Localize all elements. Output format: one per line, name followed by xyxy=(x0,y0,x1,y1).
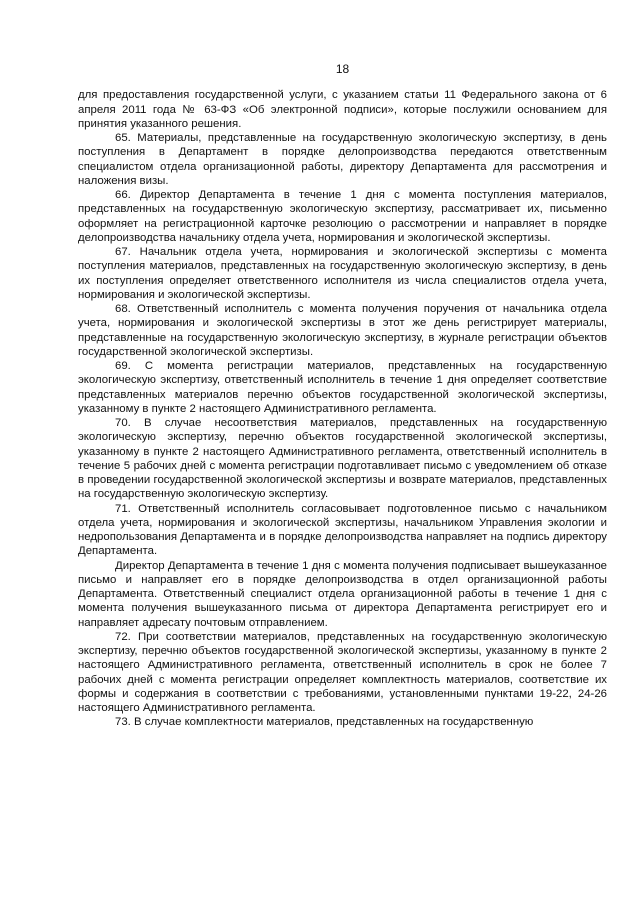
paragraph: 66. Директор Департамента в течение 1 дня с момента поступления материалов, представленных на государственную экологическую экспертизу, рассматривает их, письменно оформляет на регистрационной карточке резолюцию о рассмотрении и направляет в порядке делопроизводства начальнику отдела учета, нормирования и экологической экспертизы. xyxy=(78,189,607,244)
page-number: 18 xyxy=(335,62,350,76)
paragraph: 73. В случае комплектности материалов, представленных на государственную xyxy=(115,716,534,729)
paragraph: 71. Ответственный исполнитель согласовывает подготовленное письмо с начальником отдела учета, нормирования и экологической экспертизы, начальником Управления экологии и недропользования Департамента и в порядке делопроизводства направляет на подпись директору Департамента. xyxy=(78,502,607,558)
paragraph: 68. Ответственный исполнитель с момента получения поручения от начальника отдела учета, нормирования и экологической экспертизы в этот же день регистрирует материалы, представленные на государственную экологическую экспертизу, в журнале регистрации объектов государственной экологической экспертизы. xyxy=(78,303,607,358)
paragraph: Директор Департамента в течение 1 дня с момента получения подписывает вышеуказанное письмо и направляет его в порядке делопроизводства в отдел организационной работы Департамента. Ответственный специалист отдела организационной работы в течение 1 дня с момента получения вышеуказанного письма от директора Департамента регистрирует его и направляет адресату почтовым отправлением. xyxy=(78,559,607,629)
paragraph: 65. Материалы, представленные на государственную экологическую экспертизу, в день поступления в Департамент в порядке делопроизводства передаются ответственным специалистом отдела организационной работы, директору Департамента для рассмотрения и наложения визы. xyxy=(78,132,607,187)
paragraph: для предоставления государственной услуги, с указанием статьи 11 Федерального закона от 6 апреля 2011 года № 63-ФЗ «Об электронной подписи», которые послужили основанием для принятия указанного решения. xyxy=(78,89,607,130)
paragraph: 67. Начальник отдела учета, нормирования и экологической экспертизы с момента поступления материалов, представленных на государственную экологическую экспертизу, в день их поступления определяет ответственного исполнителя из числа специалистов отдела учета, нормирования и экологической экспертизы. xyxy=(78,246,607,301)
document-body xyxy=(78,88,607,729)
paragraph: 72. При соответствии материалов, представленных на государственную экологическую экспертизу, перечню объектов государственной экологической экспертизы, указанному в пункте 2 настоящего Административного регламента, ответственный исполнитель в срок не более 7 рабочих дней с момента регистрации определяет комплектность материалов, соответствие их формы и содержания в соответствии с требованиями, установленными пунктами 19-22, 24-26 настоящего Административного регламента. xyxy=(78,630,607,714)
paragraph: 69. С момента регистрации материалов, представленных на государственную экологическую экспертизу, ответственный исполнитель в течение 1 дня определяет соответствие представленных материалов перечню объектов государственной экологической экспертизы, указанному в пункте 2 настоящего Административного регламента. xyxy=(78,360,607,415)
paragraph: 70. В случае несоответствия материалов, представленных на государственную экологическую экспертизу, перечню объектов государственной экологической экспертизы, указанному в пункте 2 настоящего Административного регламента, ответственный исполнитель в течение 5 рабочих дней с момента регистрации подготавливает письмо с уведомлением об отказе в проведении государственной экологической экспертизы и возврате материалов, представленных на государственную экологическую экспертизу. xyxy=(78,417,607,501)
